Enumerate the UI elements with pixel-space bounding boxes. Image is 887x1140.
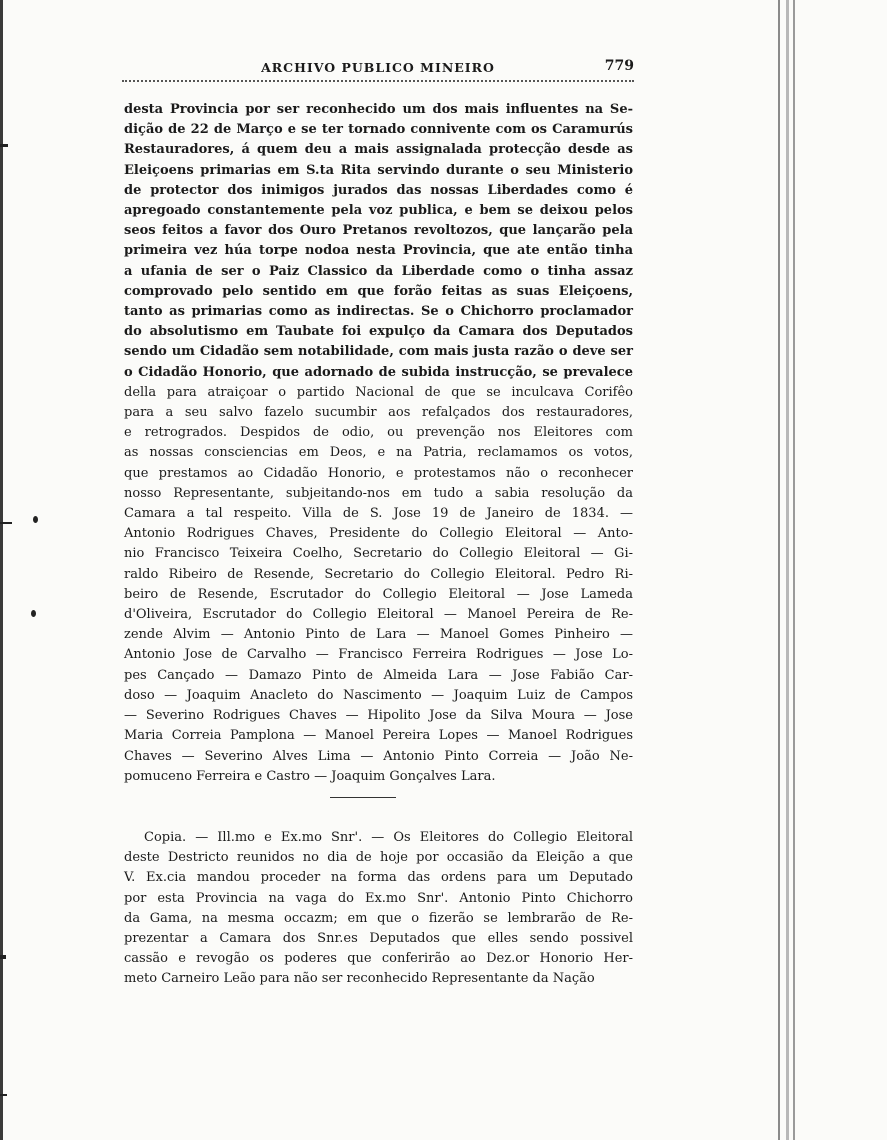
text-line: raldo Ribeiro de Resende, Secretario do Collegio Eleitoral. Pedro Ri-	[124, 566, 633, 582]
scan-mark	[0, 144, 8, 147]
text-line: pomuceno Ferreira e Castro — Joaquim Gonçalves Lara.	[124, 768, 496, 784]
text-line: por esta Provincia na vaga do Ex.mo Snr'. Antonio Pinto Chichorro	[124, 890, 633, 906]
text-line: a ufania de ser o Paiz Classico da Liberdade como o tinha assaz	[124, 263, 633, 279]
text-line: comprovado pelo sentido em que forão feitas as suas Eleiçoens,	[124, 283, 633, 299]
text-line: Copia. — Ill.mo e Ex.mo Snr'. — Os Eleitores do Collegio Eleitoral	[144, 830, 633, 845]
text-line: Restauradores, á quem deu a mais assignalada protecção desde as	[124, 142, 633, 158]
text-line: apregoado constantemente pela voz publica, e bem se deixou pelos	[124, 203, 633, 219]
scan-edge-left	[0, 0, 3, 1140]
text-line: deste Destricto reunidos no dia de hoje por occasião da Eleição a que	[124, 850, 633, 866]
text-line: sendo um Cidadão sem notabilidade, com mais justa razão o deve ser	[124, 344, 633, 360]
text-line: dição de 22 de Março e se ter tornado connivente com os Caramurús	[124, 122, 633, 138]
scan-mark	[0, 522, 12, 524]
text-line: para a seu salvo fazelo sucumbir aos refalçados dos restauradores,	[124, 405, 633, 421]
text-line: Antonio Jose de Carvalho — Francisco Ferreira Rodrigues — Jose Lo-	[124, 647, 633, 663]
scan-edge-right	[793, 0, 795, 1140]
scan-edge-right	[786, 0, 789, 1140]
scan-mark	[0, 955, 6, 959]
page-number: 779	[604, 58, 634, 74]
text-line: meto Carneiro Leão para não ser reconhecido Representante da Nação	[124, 971, 595, 987]
text-line: seos feitos a favor dos Ouro Pretanos revoltozos, que lançarão pela	[124, 223, 633, 239]
scan-mark	[31, 610, 36, 617]
text-line: da Gama, na mesma occazm; em que o fizerão se lembrarão de Re-	[124, 910, 633, 926]
text-line: V. Ex.cia mandou proceder na forma das ordens para um Deputado	[124, 870, 633, 886]
text-line: doso — Joaquim Anacleto do Nascimento — Joaquim Luiz de Campos	[124, 687, 633, 703]
header-rule	[122, 80, 634, 82]
scan-edge-right	[778, 0, 780, 1140]
text-line: nosso Representante, subjeitando-nos em tudo a sabia resolução da	[124, 485, 633, 501]
text-line: pes Cançado — Damazo Pinto de Almeida Lara — Jose Fabião Car-	[124, 667, 633, 683]
text-line: Antonio Rodrigues Chaves, Presidente do Collegio Eleitoral — Anto-	[124, 526, 633, 542]
text-line: de protector dos inimigos jurados das nossas Liberdades como é	[124, 182, 633, 198]
section-separator	[330, 797, 396, 798]
text-line: o Cidadão Honorio, que adornado de subida instrucção, se prevalece	[124, 364, 633, 380]
text-line: nio Francisco Teixeira Coelho, Secretario do Collegio Eleitoral — Gi-	[124, 546, 633, 562]
paragraph-copia	[124, 828, 633, 990]
header-title: ARCHIVO PUBLICO MINEIRO	[261, 60, 495, 75]
text-line: Chaves — Severino Alves Lima — Antonio Pinto Correia — João Ne-	[124, 748, 633, 764]
scan-mark	[33, 516, 38, 523]
text-line: tanto as primarias como as indirectas. Se o Chichorro proclamador	[124, 304, 633, 320]
text-line: della para atraiçoar o partido Nacional de que se inculcava Corifêo	[124, 384, 633, 400]
text-line: do absolutismo em Taubate foi expulço da Camara dos Deputados	[124, 324, 633, 340]
text-line: zende Alvim — Antonio Pinto de Lara — Manoel Gomes Pinheiro —	[124, 627, 633, 643]
text-line: e retrogrados. Despidos de odio, ou prevenção nos Eleitores com	[124, 425, 633, 441]
text-line: cassão e revogão os poderes que conferirão ao Dez.or Honorio Her-	[124, 951, 633, 967]
text-line: que prestamos ao Cidadão Honorio, e protestamos não o reconhecer	[124, 465, 633, 481]
text-line: as nossas consciencias em Deos, e na Patria, reclamamos os votos,	[124, 445, 633, 461]
running-header	[122, 56, 634, 82]
text-line: beiro de Resende, Escrutador do Collegio Eleitoral — Jose Lameda	[124, 586, 633, 602]
text-line: Maria Correia Pamplona — Manoel Pereira Lopes — Manoel Rodrigues	[124, 728, 633, 744]
text-line: desta Provincia por ser reconhecido um dos mais influentes na Se-	[124, 102, 633, 117]
text-line: d'Oliveira, Escrutador do Collegio Eleitoral — Manoel Pereira de Re-	[124, 607, 633, 623]
text-line: primeira vez húa torpe nodoa nesta Provincia, que ate então tinha	[124, 243, 633, 259]
text-line: prezentar a Camara dos Snr.es Deputados que elles sendo possivel	[124, 931, 633, 947]
text-line: Camara a tal respeito. Villa de S. Jose 19 de Janeiro de 1834. —	[124, 506, 633, 522]
paragraph-petition	[124, 100, 633, 787]
text-line: Eleiçoens primarias em S.ta Rita servindo durante o seu Ministerio	[124, 162, 633, 178]
text-line: — Severino Rodrigues Chaves — Hipolito Jose da Silva Moura — Jose	[124, 708, 633, 724]
scan-mark	[0, 1094, 7, 1096]
